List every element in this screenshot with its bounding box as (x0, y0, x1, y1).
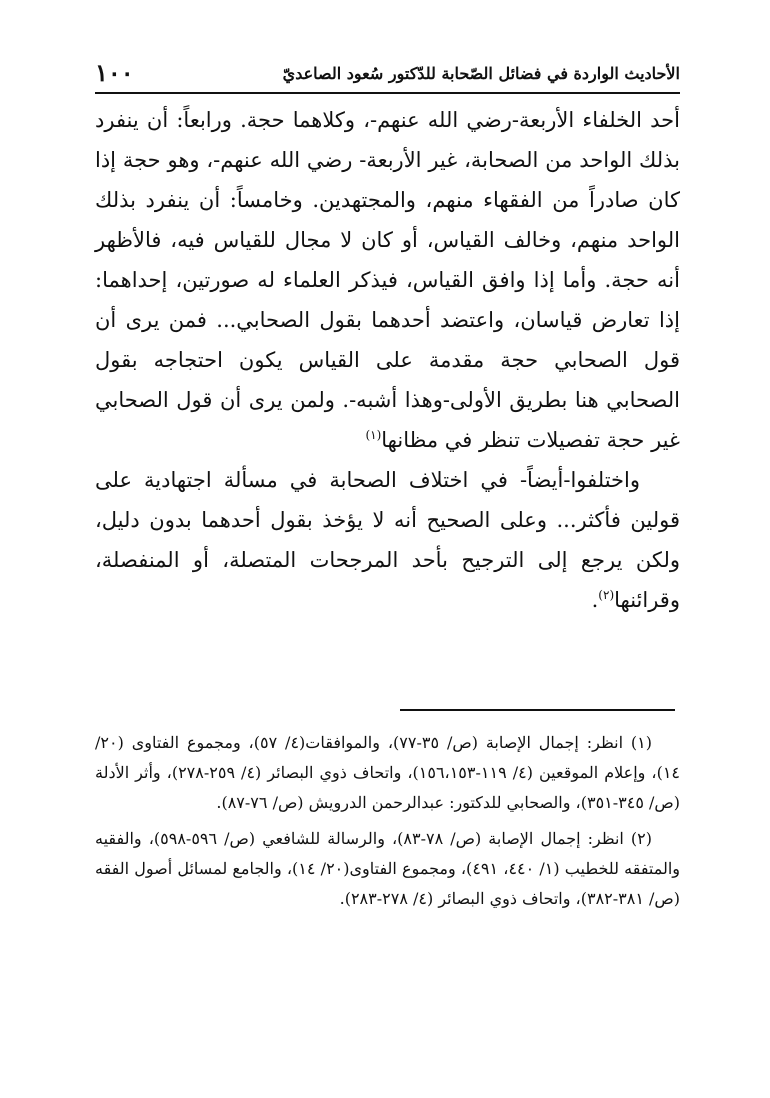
page-number: ١٠٠ (95, 58, 134, 87)
paragraph-2 (95, 460, 680, 620)
main-text (95, 100, 680, 620)
page-header (95, 58, 680, 94)
footnote-2: (٢) انظر: إجمال الإصابة (ص/ ٧٨-٨٣)، والرسالة للشافعي (ص/ ٥٩٦-٥٩٨)، والفقيه والمتفقه للخطيب (١/ ٤٤٠، ٤٩١)، ومجموع الفتاوى(٢٠/ ١٤)، والجامع لمسائل أصول الفقه (ص/ ٣٨١-٣٨٢)، واتحاف ذوي البصائر (٤/ ٢٧٨-٢٨٣). (95, 829, 681, 908)
running-title: الأحاديث الواردة في فضائل الصّحابة للدّكتور سُعود الصاعديّ (282, 64, 680, 83)
paragraph-1 (95, 100, 680, 460)
footnotes (95, 728, 680, 920)
paragraph-2-text: واختلفوا-أيضاً- في اختلاف الصحابة في مسألة اجتهادية على قولين فأكثر... وعلى الصحيح أنه لا يؤخذ بقول أحدهما بدون دليل، ولكن يرجع إلى الترجيح بأحد المرجحات المتصلة، أو المنفصلة، وقرائنها (95, 468, 680, 612)
footnote-1: (١) انظر: إجمال الإصابة (ص/ ٣٥-٧٧)، والموافقات(٤/ ٥٧)، ومجموع الفتاوى (٢٠/ ١٤)، وإعلام الموقعين (٤/ ١١٩-١٥٦،١٥٣)، واتحاف ذوي البصائر (٤/ ٢٥٩-٢٧٨)، وأثر الأدلة (ص/ ٣٤٥-٣٥١)، والصحابي للدكتور: عبدالرحمن الدرويش (ص/ ٧٦-٨٧). (95, 733, 680, 812)
footnote-separator (400, 709, 675, 711)
paragraph-2-end: . (591, 588, 599, 612)
footnote-ref-1: (١) (365, 428, 382, 442)
footnote-ref-2: (٢) (598, 588, 615, 602)
paragraph-1-text: أحد الخلفاء الأربعة-رضي الله عنهم-، وكلاهما حجة. ورابعاً: أن ينفرد بذلك الواحد من الصحابة، غير الأربعة- رضي الله عنهم-، وهو حجة إذا كان صادراً من الفقهاء منهم، والمجتهدين. وخامساً: أن ينفرد بذلك الواحد منهم، وخالف القياس، أو كان لا مجال للقياس فيه، فالأظهر أنه حجة. وأما إذا وافق القياس، فيذكر العلماء له صورتين، إحداهما: إذا تعارض قياسان، واعتضد أحدهما بقول الصحابي... فمن يرى أن قول الصحابي حجة مقدمة على القياس يكون احتجاجه بقول الصحابي هنا بطريق الأولى-وهذا أشبه-. ولمن يرى أن قول الصحابي غير حجة تفصيلات تنظر في مظانها (95, 108, 680, 452)
